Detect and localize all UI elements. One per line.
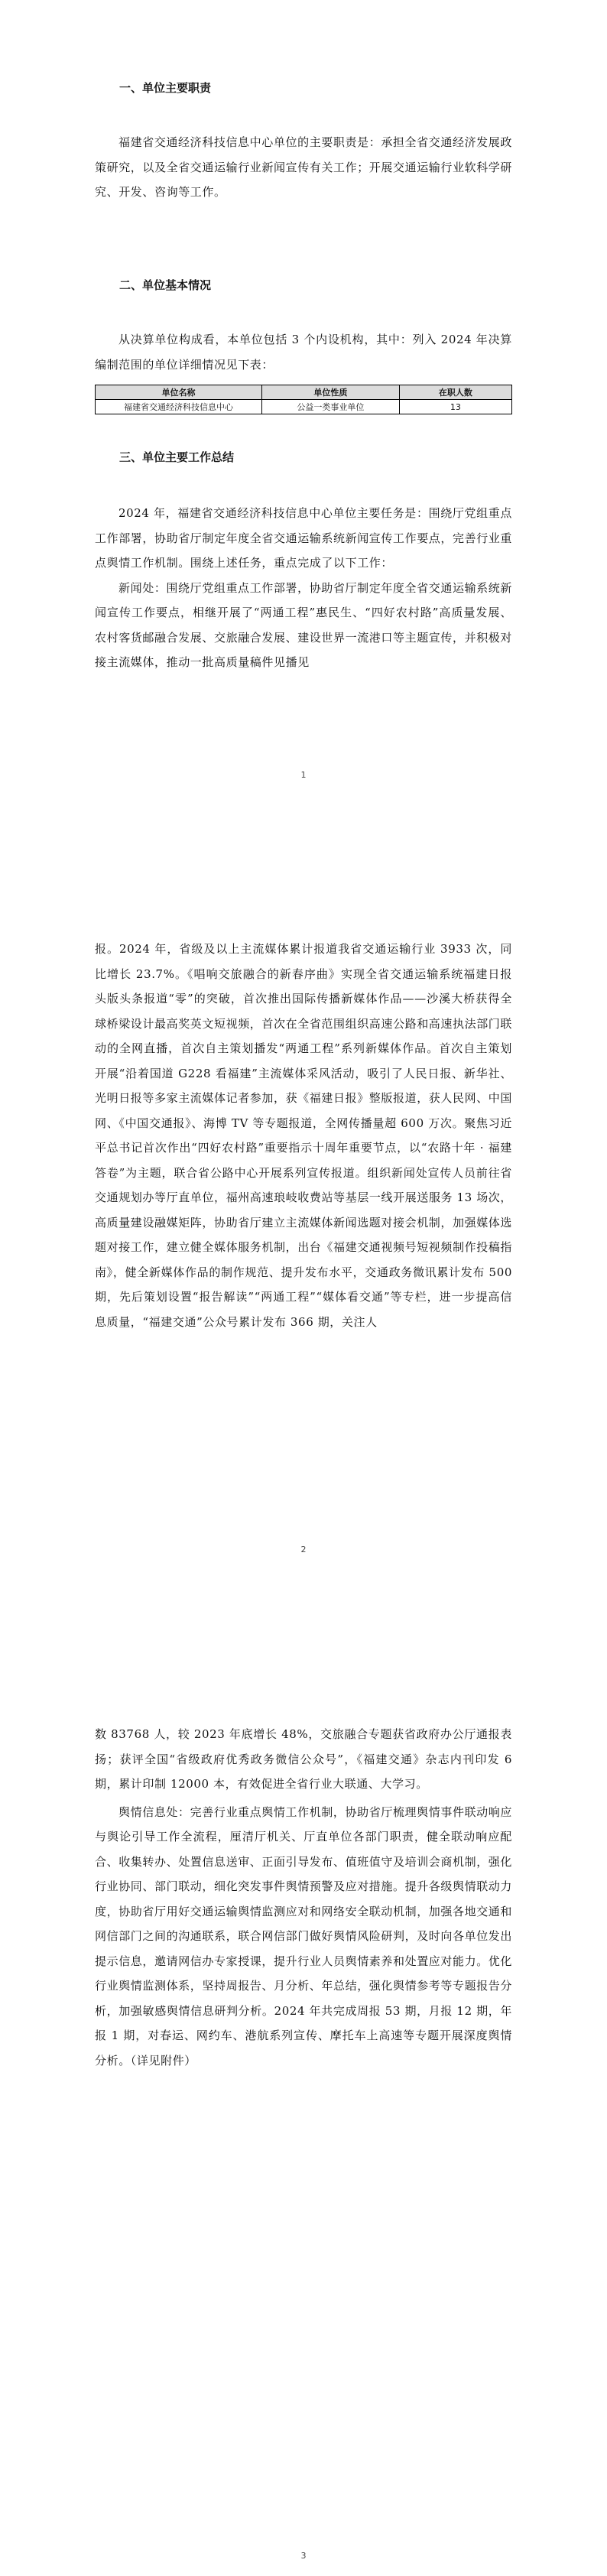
basic-info-block xyxy=(95,327,512,377)
unit-table xyxy=(95,385,512,414)
table-cell: 13 xyxy=(399,400,511,414)
page3-block xyxy=(95,1722,512,2073)
table-row xyxy=(96,400,512,414)
page-1 xyxy=(0,0,607,859)
news-paragraph: 新闻处：围绕厅党组重点工作部署，协助省厅制定年度全省交通运输系统新闻宣传工作要点，相继开展了“两通工程”惠民生、“四好农村路”高质量发展、农村客货邮融合发展、交旅融合发展、建设世界一流港口等主题宣传，并积极对接主流媒体，推动一批高质量稿件见播见 xyxy=(95,580,513,669)
table-header: 单位性质 xyxy=(262,385,400,400)
page-3 xyxy=(0,1717,607,2576)
table-header-row xyxy=(96,385,512,400)
news-end-paragraph: 数 83768 人，较 2023 年底增长 48%，交旅融合专题获省政府办公厅通报表扬；获评全国“省级政府优秀政务微信公众号”，《福建交通》杂志内刊印发 6 期，累计印制 12000 本，有效促进全省行业大联通、大学习。 xyxy=(95,1727,512,1791)
duties-paragraph: 福建省交通经济科技信息中心单位的主要职责是：承担全省交通经济发展政策研究，以及全省交通运输行业新闻宣传有关工作；开展交通运输行业软科学研究、开发、咨询等工作。 xyxy=(95,135,513,199)
section-heading-summary: 三、单位主要工作总结 xyxy=(119,450,235,464)
public-opinion-paragraph: 舆情信息处：完善行业重点舆情工作机制，协助省厅梳理舆情事件联动响应与舆论引导工作全流程，厘清厅机关、厅直单位各部门职责，健全联动响应配合、收集转办、处置信息送审、正面引导发布、值班值守及培训会商机制，强化行业协同、部门联动，细化突发事件舆情预警及应对措施。提升各级舆情联动力度，协助省厅用好交通运输舆情监测应对和网络安全联动机制，加强各地交通和网信部门之间的沟通联系，联合网信部门做好舆情风险研判，及时向各单位发出提示信息，邀请网信办专家授课，提升行业人员舆情素养和处置应对能力。优化行业舆情监测体系，坚持周报告、月分析、年总结，强化舆情参考等专题报告分析，加强敏感舆情信息研判分析。2024 年共完成周报 53 期，月报 12 期，年报 1 期，对春运、网约车、港航系列宣传、摩托车上高速等专题开展深度舆情分析。（详见附件） xyxy=(95,1804,513,2068)
basic-info-paragraph: 从决算单位构成看，本单位包括 3 个内设机构，其中：列入 2024 年决算编制范围的单位详细情况见下表： xyxy=(95,333,512,372)
duties-block xyxy=(95,130,512,205)
page-2 xyxy=(0,859,607,1717)
table-header: 在职人数 xyxy=(399,385,511,400)
news-continued-block xyxy=(95,937,512,1334)
page-number: 2 xyxy=(300,1545,307,1554)
page-number: 1 xyxy=(300,770,307,780)
table-header: 单位名称 xyxy=(96,385,262,400)
table-cell: 公益一类事业单位 xyxy=(262,400,400,414)
page-number: 3 xyxy=(300,2551,307,2561)
summary-block xyxy=(95,501,512,675)
section-heading-duties: 一、单位主要职责 xyxy=(119,81,212,95)
news-continued-paragraph: 报。2024 年，省级及以上主流媒体累计报道我省交通运输行业 3933 次，同比增长 23.7%。《唱响交旅融合的新春序曲》实现全省交通运输系统福建日报头版头条报道“零”的突破，首次推出国际传播新媒体作品——沙溪大桥获得全球桥梁设计最高奖英文短视频，首次在全省范围组织高速公路和高速执法部门联动的全网直播，首次自主策划播发“两通工程”系列新媒体作品。首次自主策划开展“沿着国道 G228 看福建”主流媒体采风活动，吸引了人民日报、新华社、光明日报等多家主流媒体记者参加，获《福建日报》整版报道，获人民网、中国网、《中国交通报》、海博 TV 等专题报道，全网传播量超 600 万次。聚焦习近平总书记首次作出“四好农村路”重要指示十周年重要节点，以“农路十年 · 福建答卷”为主题，联合省公路中心开展系列宣传报道。组织新闻处宣传人员前往省交通规划办等厅直单位，福州高速琅岐收费站等基层一线开展送服务 13 场次，高质量建设融媒矩阵，协助省厅建立主流媒体新闻选题对接会机制，加强媒体选题对接工作，建立健全媒体服务机制，出台《福建交通视频号短视频制作投稿指南》，健全新媒体作品的制作规范、提升发布水平，交通政务微讯累计发布 500 期，先后策划设置“报告解读”“两通工程”“媒体看交通”等专栏，进一步提高信息质量，“福建交通”公众号累计发布 366 期，关注人 xyxy=(95,942,513,1329)
table-cell: 福建省交通经济科技信息中心 xyxy=(96,400,262,414)
summary-paragraph: 2024 年，福建省交通经济科技信息中心单位主要任务是：围绕厅党组重点工作部署，协助省厅制定年度全省交通运输系统新闻宣传工作要点，完善行业重点舆情工作机制。围绕上述任务，重点完成了以下工作： xyxy=(95,506,513,570)
section-heading-basic-info: 二、单位基本情况 xyxy=(119,278,212,292)
